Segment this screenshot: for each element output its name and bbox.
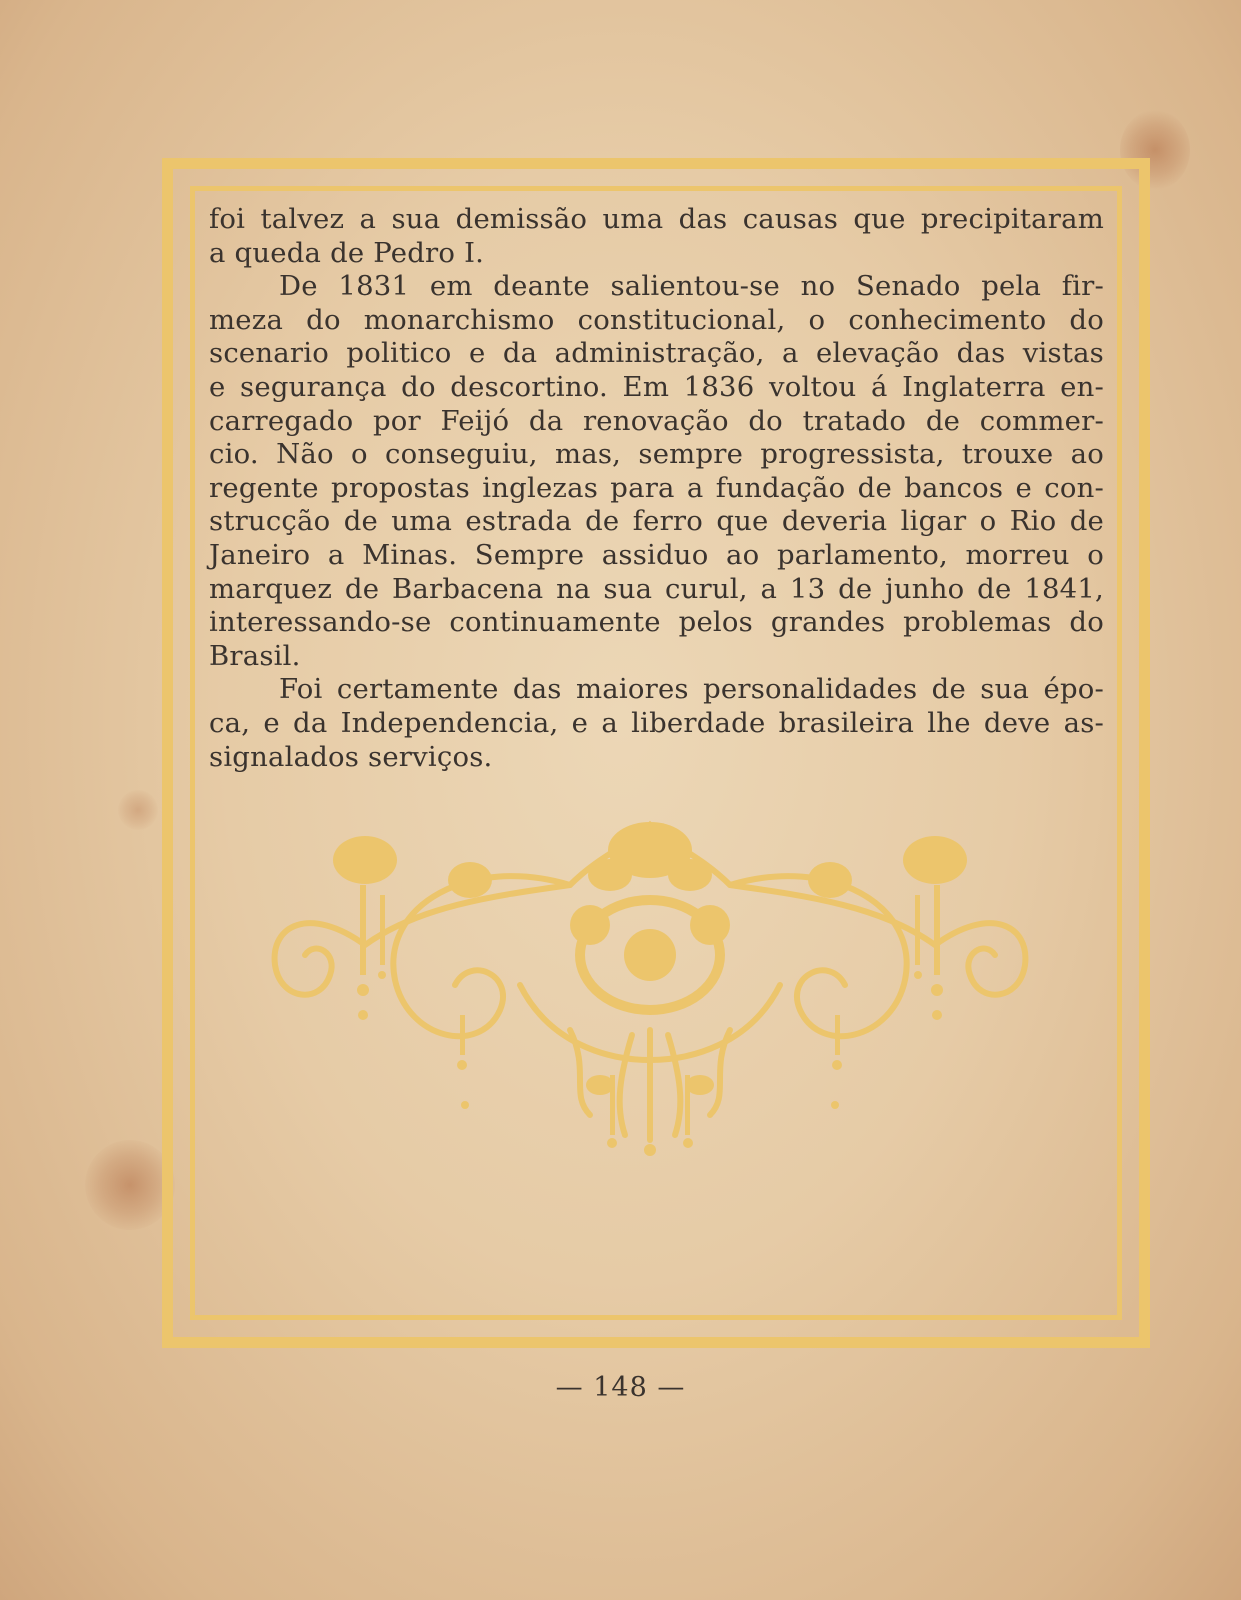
text-line: De 1831 em deante salientou-se no Senado pela fir- xyxy=(279,270,1104,303)
text-line: foi talvez a sua demissão uma das causas que precipitaram xyxy=(209,203,1104,235)
text-line: interessando-se continuamente pelos grandes problemas do xyxy=(209,606,1104,639)
text-line: a queda de Pedro I. xyxy=(209,236,485,269)
text-line: scenario politico e da administração, a elevação das vistas xyxy=(209,337,1104,370)
text-line: carregado por Feijó da renovação do tratado de commer- xyxy=(209,404,1104,437)
page-number: — 148 — xyxy=(555,1372,686,1403)
text-line: e segurança do descortino. Em 1836 voltou á Inglaterra en- xyxy=(209,370,1104,403)
text-line: Brasil. xyxy=(209,639,301,672)
text-line: Janeiro a Minas. Sempre assiduo ao parlamento, morreu o xyxy=(209,538,1104,571)
text-line: signalados serviços. xyxy=(209,740,493,773)
text-line: meza do monarchismo constitucional, o conhecimento do xyxy=(209,303,1104,336)
text-line: ca, e da Independencia, e a liberdade brasileira lhe deve as- xyxy=(209,706,1104,739)
text-line: Foi certamente das maiores personalidades de sua épo- xyxy=(279,673,1104,706)
foxing-stain xyxy=(118,790,158,830)
floral-vignette-icon xyxy=(270,815,1030,1160)
body-text xyxy=(209,203,1104,774)
text-line: marquez de Barbacena na sua curul, a 13 de junho de 1841, xyxy=(209,572,1104,605)
text-line: strucção de uma estrada de ferro que deveria ligar o Rio de xyxy=(209,505,1104,538)
text-line: regente propostas inglezas para a fundação de bancos e con- xyxy=(209,471,1104,504)
text-line: cio. Não o conseguiu, mas, sempre progressista, trouxe ao xyxy=(209,438,1104,471)
